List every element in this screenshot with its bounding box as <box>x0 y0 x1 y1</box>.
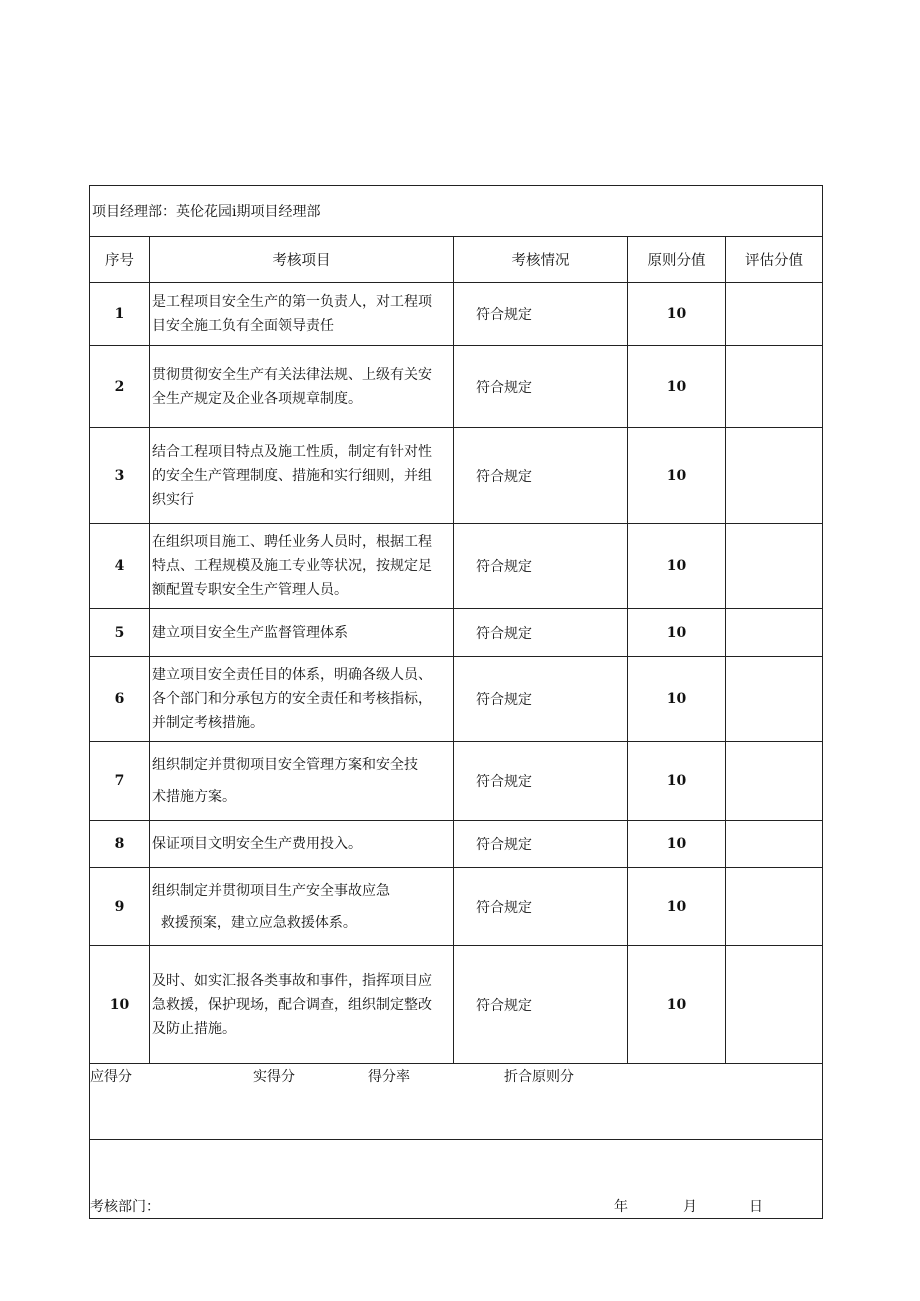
row-status: 符合规定 <box>454 742 628 821</box>
row-item-line: 是工程项目安全生产的第一负责人，对工程项 <box>152 294 432 310</box>
row-item-line: 组织制定并贯彻项目生产安全事故应急 <box>152 882 390 899</box>
row-status: 符合规定 <box>454 524 628 609</box>
col-status-header: 考核情况 <box>454 237 628 283</box>
department-label: 考核部门： <box>90 1199 160 1215</box>
row-index: 9 <box>90 868 150 946</box>
row-item <box>150 609 454 657</box>
row-status: 符合规定 <box>454 821 628 868</box>
row-assessed-score[interactable] <box>726 657 823 742</box>
row-status: 符合规定 <box>454 868 628 946</box>
row-standard-score: 10 <box>628 428 726 524</box>
row-status: 符合规定 <box>454 609 628 657</box>
row-item <box>150 283 454 346</box>
row-item-line: 目安全施工负有全面领导责任 <box>152 318 334 334</box>
row-assessed-score[interactable] <box>726 283 823 346</box>
col-item-header: 考核项目 <box>150 237 454 283</box>
row-standard-score: 10 <box>628 946 726 1064</box>
table-body <box>90 283 823 1064</box>
assessment-sheet <box>89 185 822 1219</box>
row-item-line: 及时、如实汇报各类事故和事件，指挥项目应 <box>152 972 432 989</box>
row-item-line: 建立项目安全生产监督管理体系 <box>152 624 348 641</box>
row-item-line: 各个部门和分承包方的安全责任和考核指标， <box>152 691 432 707</box>
row-index: 10 <box>90 946 150 1064</box>
row-assessed-score[interactable] <box>726 428 823 524</box>
row-item-line: 急救援，保护现场，配合调查，组织制定整改 <box>152 996 432 1013</box>
row-item-line: 特点、工程规模及施工专业等状况，按规定足 <box>152 558 432 574</box>
row-status: 符合规定 <box>454 283 628 346</box>
row-index: 3 <box>90 428 150 524</box>
footer-row <box>90 1140 823 1219</box>
row-item-line: 组织制定并贯彻项目安全管理方案和安全技 <box>152 757 418 773</box>
row-assessed-score[interactable] <box>726 346 823 428</box>
assessment-table <box>89 185 823 1219</box>
row-item-line: 建立项目安全责任目的体系，明确各级人员、 <box>152 667 432 683</box>
row-item <box>150 657 454 742</box>
row-item <box>150 428 454 524</box>
row-item-line: 贯彻贯彻安全生产有关法律法规、上级有关安 <box>152 366 432 383</box>
expected-score-label: 应得分 <box>90 1069 132 1085</box>
row-assessed-score[interactable] <box>726 609 823 657</box>
table-row <box>90 821 823 868</box>
row-item <box>150 868 454 946</box>
table-row <box>90 283 823 346</box>
row-standard-score: 10 <box>628 742 726 821</box>
row-standard-score: 10 <box>628 657 726 742</box>
actual-score-label: 实得分 <box>253 1069 295 1085</box>
row-item-line: 术措施方案。 <box>152 789 236 805</box>
score-rate-label: 得分率 <box>368 1069 410 1085</box>
row-item-line: 并制定考核措施。 <box>152 715 264 731</box>
row-standard-score: 10 <box>628 346 726 428</box>
row-index: 1 <box>90 283 150 346</box>
row-assessed-score[interactable] <box>726 821 823 868</box>
row-status: 符合规定 <box>454 657 628 742</box>
table-row <box>90 657 823 742</box>
row-index: 5 <box>90 609 150 657</box>
row-item-line: 织实行 <box>152 491 194 508</box>
row-assessed-score[interactable] <box>726 946 823 1064</box>
col-standard-score-header: 原则分值 <box>628 237 726 283</box>
row-item <box>150 742 454 821</box>
row-index: 7 <box>90 742 150 821</box>
row-status: 符合规定 <box>454 346 628 428</box>
row-status: 符合规定 <box>454 428 628 524</box>
footer-line <box>90 1196 822 1218</box>
row-standard-score: 10 <box>628 868 726 946</box>
table-row <box>90 946 823 1064</box>
row-item <box>150 524 454 609</box>
month-label: 月 <box>683 1199 697 1215</box>
table-row <box>90 868 823 946</box>
table-row <box>90 524 823 609</box>
col-index-header: 序号 <box>90 237 150 283</box>
table-row <box>90 609 823 657</box>
row-item-line: 结合工程项目特点及施工性质，制定有针对性 <box>152 443 432 460</box>
row-standard-score: 10 <box>628 283 726 346</box>
row-standard-score: 10 <box>628 609 726 657</box>
converted-score-label: 折合原则分 <box>504 1069 574 1085</box>
row-item-line: 及防止措施。 <box>152 1020 236 1037</box>
row-assessed-score[interactable] <box>726 524 823 609</box>
summary-row <box>90 1064 823 1140</box>
row-item <box>150 946 454 1064</box>
row-item-line: 全生产规定及企业各项规章制度。 <box>152 390 362 407</box>
table-row <box>90 346 823 428</box>
row-item-line: 的安全生产管理制度、措施和实行细则，并组 <box>152 467 432 484</box>
row-assessed-score[interactable] <box>726 868 823 946</box>
row-status: 符合规定 <box>454 946 628 1064</box>
row-item-line: 在组织项目施工、聘任业务人员时，根据工程 <box>152 534 432 550</box>
day-label: 日 <box>749 1199 763 1215</box>
row-index: 8 <box>90 821 150 868</box>
year-label: 年 <box>614 1199 628 1215</box>
row-standard-score: 10 <box>628 524 726 609</box>
row-item <box>150 821 454 868</box>
row-item <box>150 346 454 428</box>
column-header-row <box>90 237 823 283</box>
row-item-line: 保证项目文明安全生产费用投入。 <box>152 836 362 852</box>
row-assessed-score[interactable] <box>726 742 823 821</box>
project-label: 项目经理部：英伦花园ⅰ期项目经理部 <box>90 186 823 237</box>
col-assessed-score-header: 评估分值 <box>726 237 823 283</box>
row-item-line: 额配置专职安全生产管理人员。 <box>152 582 348 598</box>
row-index: 6 <box>90 657 150 742</box>
row-standard-score: 10 <box>628 821 726 868</box>
row-item-line: 救援预案，建立应急救援体系。 <box>152 914 357 931</box>
row-index: 2 <box>90 346 150 428</box>
table-row <box>90 742 823 821</box>
row-index: 4 <box>90 524 150 609</box>
summary-labels <box>90 1066 822 1086</box>
project-header-row <box>90 186 823 237</box>
table-row <box>90 428 823 524</box>
